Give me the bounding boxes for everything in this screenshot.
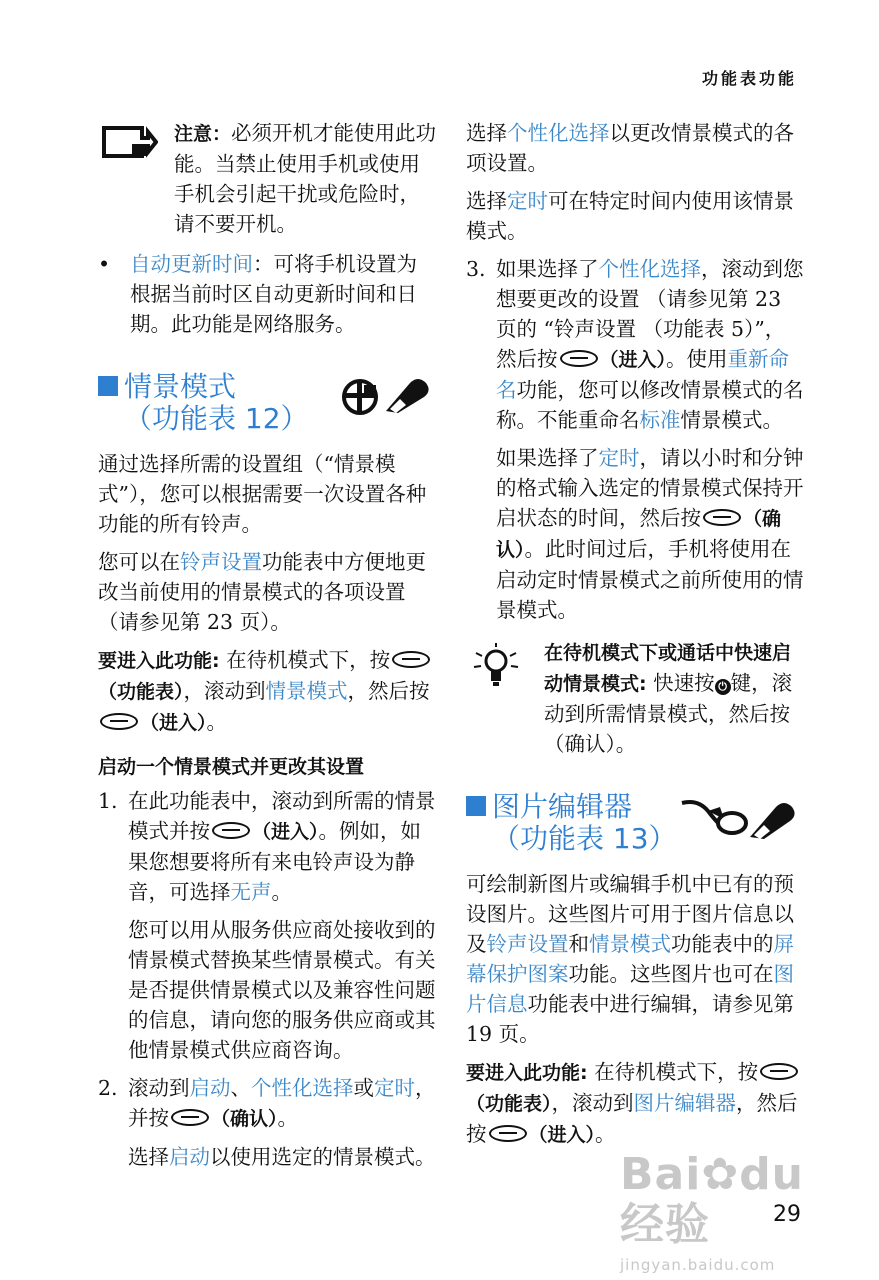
key-label: （进入） (528, 1124, 596, 1146)
watermark-brand: Bai (620, 1149, 702, 1200)
link-picture-messages[interactable]: 图片信息 (466, 962, 794, 1016)
key-label: （进入） (252, 821, 319, 843)
paragraph (128, 786, 436, 907)
link-profiles[interactable]: 情景模式 (265, 679, 348, 703)
link-personalise[interactable]: 个性化选择 (507, 121, 610, 145)
text-run: 。 (271, 880, 292, 904)
selection-key-icon (100, 713, 138, 730)
text-run: ，然后按 (466, 1091, 798, 1146)
image-editor-icon (678, 797, 800, 849)
key-label: （进入） (599, 349, 667, 371)
section-marker (466, 796, 486, 816)
right-column (466, 118, 804, 1158)
numbered-item-2 (98, 1073, 436, 1172)
bold-label: 要进入此功能: (98, 650, 220, 672)
text-run: 选择 (466, 121, 507, 145)
section-subtitle: （功能表 13） (492, 822, 677, 855)
item-number: 1. (98, 789, 118, 813)
text-run: ，滚动到 (551, 1091, 634, 1115)
note-icon (102, 124, 158, 168)
paragraph: 通过选择所需的设置组（“情景模式”），您可以根据需要一次设置各种功能的所有铃声。 (98, 452, 427, 536)
paragraph (496, 443, 804, 625)
text-run: 您可以在 (98, 550, 180, 574)
link-auto-update-time[interactable]: 自动更新时间 (130, 252, 253, 276)
key-label: （功能表） (98, 681, 184, 703)
link-image-editor[interactable]: 图片编辑器 (633, 1091, 737, 1115)
text-run: 或 (353, 1076, 374, 1100)
key-label: （确认） (496, 508, 782, 561)
text-run: 。使用 (666, 347, 728, 371)
key-label: （确认） (211, 1108, 278, 1130)
section-heading-image-editor (466, 791, 804, 855)
section-title: 情景模式 (124, 370, 237, 403)
text-run: 可绘制新图片或编辑手机中已有的预设图片。这些图片可用于图片信息以及 (466, 872, 794, 956)
text-run: ，请以小时和分钟的格式输入选定的情景模式保持开启状态的时间，然后按 (496, 446, 804, 530)
subheading: 启动一个情景模式并更改其设置 (98, 756, 365, 778)
text-run: 键，滚动到所需情景模式，然后按 （确认）。 (544, 671, 793, 756)
left-column (98, 118, 436, 1180)
link-personalise[interactable]: 个性化选择 (251, 1076, 354, 1100)
text-run: 如果选择了 (496, 446, 599, 470)
watermark-brand-2: du (739, 1149, 805, 1200)
text-run: ，滚动到您想要更改的设置 （请参见第 23 页的 “铃声设置 （功能表 5）”，然后按 (496, 257, 804, 371)
text-run: 。此时间过后，手机将使用在启动定时情景模式之前所使用的情景模式。 (496, 537, 804, 622)
tip-block (466, 637, 804, 759)
text-run: 选择 (128, 1145, 169, 1169)
section-subtitle: （功能表 12） (124, 402, 309, 435)
paragraph (496, 254, 804, 435)
selection-key-icon (489, 1125, 527, 1142)
text-run: 滚动到 (128, 1076, 190, 1100)
page-number: 29 (773, 1202, 801, 1227)
text-run: 可在特定时间内使用该情景模式。 (466, 189, 794, 243)
text-run: ，滚动到 (183, 679, 266, 703)
paragraph (466, 869, 804, 1049)
paragraph (128, 1142, 436, 1172)
numbered-item-3 (466, 254, 804, 625)
text-run: 。 (277, 1106, 299, 1130)
section-title: 图片编辑器 (492, 790, 633, 823)
watermark-url: jingyan.baidu.com (620, 1256, 776, 1274)
link-profiles[interactable]: 情景模式 (589, 932, 671, 956)
text-run: 快速按 (646, 671, 715, 695)
link-ringtone-settings[interactable]: 铃声设置 (180, 550, 262, 574)
text-run: 情景模式。 (680, 408, 783, 432)
watermark-brand-cn: 经验 (620, 1199, 710, 1250)
text-run: 在待机模式下，按 (587, 1060, 759, 1084)
key-label: （进入） (140, 712, 207, 734)
numbered-item-1 (98, 786, 436, 1065)
paragraph (128, 1073, 436, 1134)
key-label: （功能表） (466, 1093, 552, 1115)
text-run: 。 (206, 710, 228, 734)
text-run: 。 (595, 1122, 616, 1146)
text-run: 功能，您可以修改情景模式的名称。不能重命名 (496, 378, 804, 432)
text-run: 如果选择了 (496, 257, 599, 281)
running-header: 功能表功能 (701, 69, 797, 88)
selection-key-icon (760, 1063, 798, 1080)
lightbulb-icon (468, 641, 524, 699)
link-personalise[interactable]: 个性化选择 (598, 257, 701, 281)
link-activate[interactable]: 启动 (169, 1145, 210, 1169)
text-run: 。例如，如果您想要将所有来电铃声设为静音，可选择 (128, 819, 422, 904)
link-timed[interactable]: 定时 (374, 1076, 415, 1100)
profiles-icon (340, 377, 432, 425)
paragraph (466, 1057, 804, 1150)
paragraph (466, 186, 804, 246)
bullet-dot: • (98, 252, 111, 276)
selection-key-icon (560, 350, 598, 367)
link-timed[interactable]: 定时 (598, 446, 640, 470)
paragraph: 您可以用从服务供应商处接收到的情景模式替换某些情景模式。有关是否提供情景模式以及兼容性问题的信息，请向您的服务供应商或其他情景模式供应商咨询。 (128, 918, 436, 1062)
link-ringtone-settings[interactable]: 铃声设置 (486, 932, 569, 956)
section-marker (98, 376, 118, 396)
text-run: 功能表中的 (671, 932, 774, 956)
text-run: 和 (568, 932, 589, 956)
text-run: 以使用选定的情景模式。 (210, 1145, 436, 1169)
text-run: 选择 (466, 189, 507, 213)
link-screensaver[interactable]: 屏幕保护图案 (466, 932, 794, 986)
section-heading-profiles (98, 371, 436, 435)
selection-key-icon (392, 651, 430, 668)
selection-key-icon (212, 822, 250, 839)
note-text: 必须开机才能使用此功能。当禁止使用手机或使用手机会引起干扰或危险时，请不要开机。 (174, 121, 437, 236)
note-block (98, 118, 436, 239)
bullet-text: ：可将手机设置为根据当前时区自动更新时间和日期。此功能是网络服务。 (130, 252, 417, 336)
note-label: 注意： (174, 123, 232, 145)
bold-label: 要进入此功能: (466, 1062, 588, 1084)
tip-label: 在待机模式下或通话中快速启动情景模式: (544, 642, 792, 695)
text-run: ，然后按 (347, 679, 430, 703)
link-timed[interactable]: 定时 (507, 189, 548, 213)
text-run: 功能表中方便地更改当前使用的情景模式的各项设置 （请参见第 23 页）。 (98, 550, 426, 634)
text-run: ，并按 (128, 1076, 436, 1130)
link-rename[interactable]: 重新命名 (496, 347, 790, 402)
text-run: 功能表中进行编辑，请参见第 19 页。 (466, 992, 794, 1046)
text-run: 在此功能表中，滚动到所需的情景模式并按 (128, 789, 436, 843)
paragraph (98, 547, 436, 637)
link-silent[interactable]: 无声 (230, 880, 272, 904)
text-run: 在待机模式下，按 (219, 648, 391, 672)
selection-key-icon (703, 509, 741, 526)
text-run: 、 (230, 1076, 251, 1100)
link-general[interactable]: 标准 (639, 408, 681, 432)
paragraph (98, 645, 436, 738)
item-number: 2. (98, 1076, 118, 1100)
bullet-item (98, 249, 436, 339)
item-number: 3. (466, 257, 486, 281)
watermark (620, 1149, 840, 1274)
text-run: 以更改情景模式的各项设置。 (466, 121, 794, 175)
paragraph (466, 118, 804, 178)
selection-key-icon (171, 1109, 209, 1126)
link-activate[interactable]: 启动 (189, 1076, 231, 1100)
power-key-icon: ⏻ (715, 679, 731, 695)
text-run: 功能。这些图片也可在 (568, 962, 774, 986)
paw-icon: ✿ (701, 1149, 740, 1200)
